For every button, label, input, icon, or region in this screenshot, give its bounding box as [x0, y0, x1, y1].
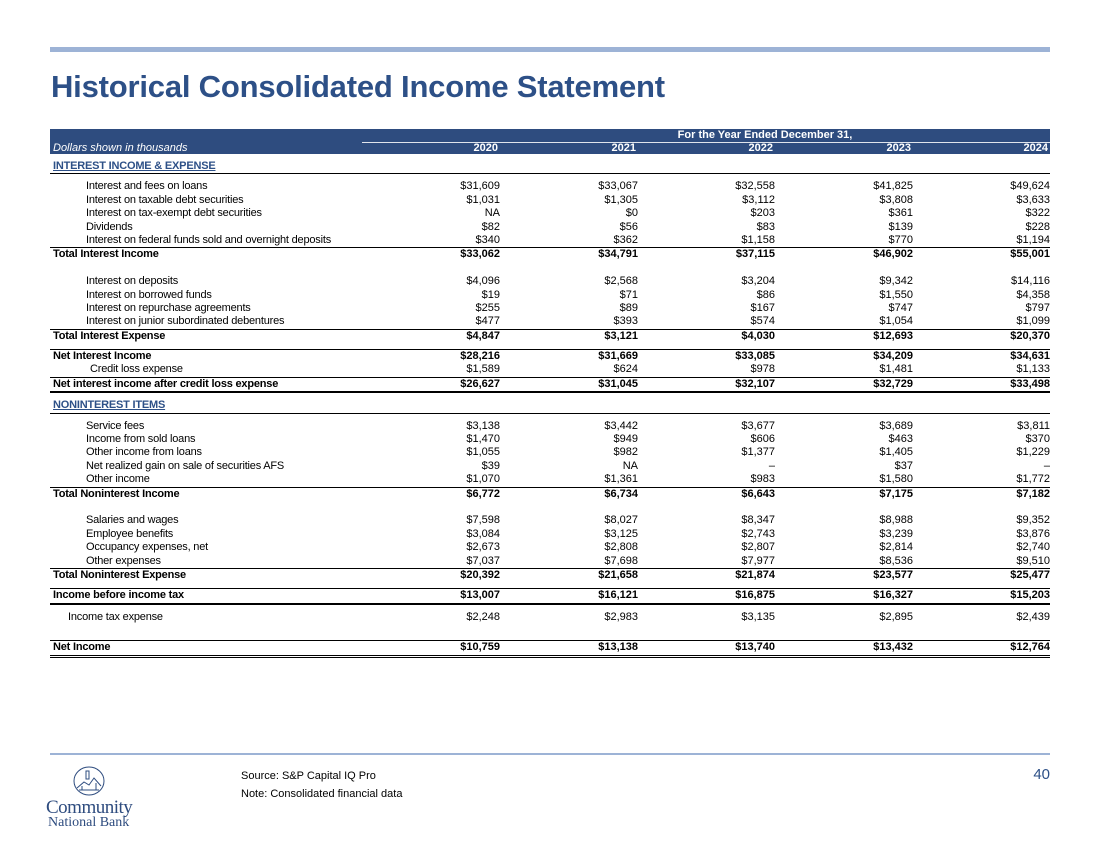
table-row — [50, 234, 1050, 247]
row-value: $139 — [888, 220, 913, 233]
row-value: $41,825 — [873, 180, 913, 193]
row-value: $0 — [625, 207, 638, 220]
row-value: $1,158 — [741, 233, 775, 246]
row-value: $1,194 — [1016, 233, 1050, 246]
row-value: $361 — [888, 207, 913, 220]
row-value: $393 — [613, 315, 638, 328]
year-header: 2021 — [611, 142, 636, 154]
row-value: $3,121 — [604, 329, 638, 342]
row-value: $8,988 — [879, 514, 913, 527]
row-label: Salaries and wages — [86, 514, 179, 527]
row-value: $362 — [613, 233, 638, 246]
row-value: $3,204 — [741, 275, 775, 288]
row-value: $16,875 — [735, 589, 775, 602]
row-value: $228 — [1025, 220, 1050, 233]
row-value: $34,791 — [598, 248, 638, 261]
logo-text-national-bank: National Bank — [48, 815, 130, 830]
row-value: $89 — [619, 301, 638, 314]
row-label: Net realized gain on sale of securities AFS — [86, 459, 285, 472]
interest-expense-rows — [50, 275, 1050, 329]
net-interest-income-row — [50, 349, 1050, 363]
row-value: $34,631 — [1010, 350, 1050, 363]
row-value: $340 — [475, 233, 500, 246]
row-value: $463 — [888, 433, 913, 446]
footer-source: Source: S&P Capital IQ Pro — [241, 770, 376, 782]
row-value: $33,085 — [735, 350, 775, 363]
row-label: Service fees — [86, 419, 145, 432]
section-title-label: INTEREST INCOME & EXPENSE — [53, 160, 216, 172]
row-label: Interest on federal funds sold and overnight deposits — [86, 233, 332, 246]
row-value: – — [768, 459, 775, 472]
row-label: Other income from loans — [86, 446, 202, 459]
total-row — [50, 247, 1050, 261]
row-value: $21,874 — [735, 568, 775, 581]
table-row — [50, 433, 1050, 446]
row-value: $7,182 — [1016, 487, 1050, 500]
row-value: $1,481 — [879, 363, 913, 376]
row-value: $8,347 — [741, 514, 775, 527]
section-title-interest — [50, 160, 1050, 174]
row-value: $2,895 — [879, 610, 913, 623]
row-value: $6,734 — [604, 487, 638, 500]
row-value: $949 — [613, 433, 638, 446]
row-value: $12,693 — [873, 329, 913, 342]
row-value: $3,633 — [1016, 193, 1050, 206]
row-value: $71 — [619, 288, 638, 301]
row-value: $606 — [750, 433, 775, 446]
row-label: Dividends — [86, 220, 133, 233]
row-value: $1,054 — [879, 315, 913, 328]
row-value: $3,808 — [879, 193, 913, 206]
row-value: $3,084 — [466, 527, 500, 540]
row-value: $2,807 — [741, 541, 775, 554]
row-value: $10,759 — [460, 641, 500, 654]
table-row — [50, 528, 1050, 541]
row-value: $3,677 — [741, 419, 775, 432]
table-row — [50, 194, 1050, 207]
row-value: $2,983 — [604, 610, 638, 623]
row-value: $21,658 — [598, 568, 638, 581]
row-value: $574 — [750, 315, 775, 328]
row-value: $3,442 — [604, 419, 638, 432]
year-header: 2024 — [1023, 142, 1048, 154]
units-label: Dollars shown in thousands — [53, 142, 188, 154]
row-value: $978 — [750, 363, 775, 376]
row-label: Income tax expense — [68, 610, 163, 623]
row-value: $1,772 — [1016, 473, 1050, 486]
row-label: Net Interest Income — [53, 350, 152, 363]
row-value: $7,977 — [741, 554, 775, 567]
row-value: $6,772 — [466, 487, 500, 500]
row-value: $31,045 — [598, 377, 638, 390]
row-value: $322 — [1025, 207, 1050, 220]
row-label: Net Income — [53, 641, 111, 654]
year-header: 2020 — [473, 142, 498, 154]
header-row — [50, 142, 1050, 154]
table-row — [50, 460, 1050, 473]
row-value: $370 — [1025, 433, 1050, 446]
row-value: $26,627 — [460, 377, 500, 390]
row-value: $39 — [481, 459, 500, 472]
total-row — [50, 329, 1050, 343]
row-value: $28,216 — [460, 350, 500, 363]
row-value: $1,031 — [466, 193, 500, 206]
bottom-rule — [50, 753, 1050, 755]
row-value: $8,027 — [604, 514, 638, 527]
row-value: $1,377 — [741, 446, 775, 459]
row-value: $13,432 — [873, 641, 913, 654]
section-title-noninterest — [50, 399, 1050, 413]
row-label: Interest on borrowed funds — [86, 288, 212, 301]
table-row — [50, 302, 1050, 315]
row-value: $1,133 — [1016, 363, 1050, 376]
row-value: $15,203 — [1010, 589, 1050, 602]
row-value: $25,477 — [1010, 568, 1050, 581]
row-value: $1,361 — [604, 473, 638, 486]
row-label: Total Noninterest Income — [53, 487, 180, 500]
row-value: $2,743 — [741, 527, 775, 540]
row-value: $770 — [888, 233, 913, 246]
period-header: For the Year Ended December 31, — [677, 129, 853, 141]
row-value: $2,808 — [604, 541, 638, 554]
row-value: $3,811 — [1017, 419, 1050, 432]
row-value: $3,125 — [604, 527, 638, 540]
row-value: $983 — [750, 473, 775, 486]
row-value: $2,740 — [1016, 541, 1050, 554]
row-value: $1,589 — [466, 363, 500, 376]
table-row — [50, 420, 1050, 433]
row-value: $2,568 — [604, 275, 638, 288]
row-value: $9,342 — [879, 275, 913, 288]
row-value: $16,327 — [873, 589, 913, 602]
row-value: $3,239 — [879, 527, 913, 540]
row-value: – — [1043, 459, 1050, 472]
noninterest-expense-rows — [50, 514, 1050, 568]
table-row — [50, 207, 1050, 220]
row-value: $9,352 — [1016, 514, 1050, 527]
row-value: $32,107 — [735, 377, 775, 390]
section-title-label: NONINTEREST ITEMS — [53, 399, 166, 412]
row-value: $23,577 — [873, 568, 913, 581]
row-label: Credit loss expense — [90, 363, 183, 376]
row-value: $20,392 — [460, 568, 500, 581]
row-value: $9,510 — [1016, 554, 1050, 567]
table-row — [50, 555, 1050, 568]
row-value: $1,580 — [879, 473, 913, 486]
row-value: $32,729 — [873, 377, 913, 390]
row-value: $13,007 — [460, 589, 500, 602]
row-value: $2,439 — [1016, 610, 1050, 623]
row-label: Interest and fees on loans — [86, 180, 208, 193]
page-number: 40 — [1033, 766, 1050, 783]
row-value: $1,550 — [879, 288, 913, 301]
row-value: $2,673 — [466, 541, 500, 554]
row-value: $1,470 — [466, 433, 500, 446]
row-label: Interest on taxable debt securities — [86, 193, 244, 206]
row-value: $624 — [613, 363, 638, 376]
row-value: $33,067 — [598, 180, 638, 193]
row-value: $7,037 — [466, 554, 500, 567]
row-label: Interest on deposits — [86, 275, 179, 288]
table-row — [50, 180, 1050, 193]
row-value: $747 — [888, 301, 913, 314]
row-value: $203 — [750, 207, 775, 220]
table-row — [50, 514, 1050, 527]
row-value: $2,814 — [879, 541, 913, 554]
row-label: Interest on tax-exempt debt securities — [86, 207, 262, 220]
income-tax-row — [50, 611, 1050, 624]
page-title: Historical Consolidated Income Statement — [51, 69, 665, 104]
row-value: $8,536 — [879, 554, 913, 567]
row-label: Net interest income after credit loss expense — [53, 377, 279, 390]
row-value: $33,062 — [460, 248, 500, 261]
row-label: Income before income tax — [53, 589, 184, 602]
year-header: 2022 — [748, 142, 773, 154]
row-value: $1,099 — [1016, 315, 1050, 328]
row-value: $14,116 — [1011, 275, 1050, 288]
row-value: $13,138 — [598, 641, 638, 654]
row-value: $982 — [613, 446, 638, 459]
row-value: $3,138 — [466, 419, 500, 432]
row-value: $33,498 — [1010, 377, 1050, 390]
row-label: Other income — [86, 473, 150, 486]
row-value: $13,740 — [735, 641, 775, 654]
table-row — [50, 473, 1050, 486]
row-value: $86 — [756, 288, 775, 301]
row-value: $167 — [750, 301, 775, 314]
row-label: Total Noninterest Expense — [53, 568, 186, 581]
row-value: NA — [622, 459, 638, 472]
row-value: $1,305 — [604, 193, 638, 206]
total-row — [50, 487, 1050, 501]
net-income-row — [50, 640, 1050, 657]
row-value: $34,209 — [873, 350, 913, 363]
row-value: $7,175 — [879, 487, 913, 500]
row-value: NA — [484, 207, 500, 220]
row-value: $46,902 — [873, 248, 913, 261]
row-value: $82 — [481, 220, 500, 233]
row-label: Income from sold loans — [86, 433, 196, 446]
row-label: Total Interest Expense — [53, 329, 166, 342]
row-value: $19 — [481, 288, 500, 301]
row-value: $1,229 — [1016, 446, 1050, 459]
row-label: Total Interest Income — [53, 248, 159, 261]
row-value: $2,248 — [466, 610, 500, 623]
row-label: Interest on junior subordinated debentures — [86, 315, 285, 328]
row-value: $3,689 — [879, 419, 913, 432]
row-label: Employee benefits — [86, 527, 174, 540]
table-row — [50, 275, 1050, 288]
row-value: $7,598 — [466, 514, 500, 527]
year-header: 2023 — [886, 142, 911, 154]
row-value: $56 — [619, 220, 638, 233]
row-value: $1,070 — [466, 473, 500, 486]
row-value: $4,096 — [466, 275, 500, 288]
row-value: $7,698 — [604, 554, 638, 567]
row-value: $1,055 — [466, 446, 500, 459]
row-label: Occupancy expenses, net — [86, 541, 208, 554]
row-value: $255 — [475, 301, 500, 314]
row-value: $4,358 — [1016, 288, 1050, 301]
income-before-tax-row — [50, 588, 1050, 604]
row-value: $55,001 — [1010, 248, 1050, 261]
noninterest-income-rows — [50, 420, 1050, 487]
row-value: $83 — [756, 220, 775, 233]
row-label: Interest on repurchase agreements — [86, 301, 251, 314]
row-value: $32,558 — [735, 180, 775, 193]
row-value: $797 — [1025, 301, 1050, 314]
row-value: $31,609 — [460, 180, 500, 193]
row-value: $16,121 — [598, 589, 638, 602]
row-value: $6,643 — [741, 487, 775, 500]
table-row — [50, 221, 1050, 234]
interest-income-rows — [50, 180, 1050, 247]
row-value: $37 — [894, 459, 913, 472]
credit-loss-row — [50, 363, 1050, 376]
row-value: $4,030 — [741, 329, 775, 342]
table-row — [50, 315, 1050, 328]
footer-note: Note: Consolidated financial data — [241, 788, 403, 800]
table-row — [50, 541, 1050, 554]
table-row — [50, 289, 1050, 302]
row-value: $3,876 — [1016, 527, 1050, 540]
row-value: $1,405 — [879, 446, 913, 459]
logo-text-community: Community — [46, 797, 133, 818]
row-value: $20,370 — [1010, 329, 1050, 342]
income-statement-table — [50, 129, 1050, 658]
row-value: $3,135 — [741, 610, 775, 623]
row-value: $31,669 — [598, 350, 638, 363]
net-after-credit-loss-row — [50, 377, 1050, 393]
row-value: $477 — [475, 315, 500, 328]
row-value: $49,624 — [1010, 180, 1050, 193]
row-value: $3,112 — [742, 193, 775, 206]
total-row — [50, 568, 1050, 582]
row-label: Other expenses — [86, 554, 161, 567]
row-value: $37,115 — [735, 248, 775, 261]
row-value: $12,764 — [1010, 641, 1050, 654]
table-header — [50, 129, 1050, 154]
row-value: $4,847 — [466, 329, 500, 342]
table-row — [50, 446, 1050, 459]
top-rule — [50, 47, 1050, 52]
